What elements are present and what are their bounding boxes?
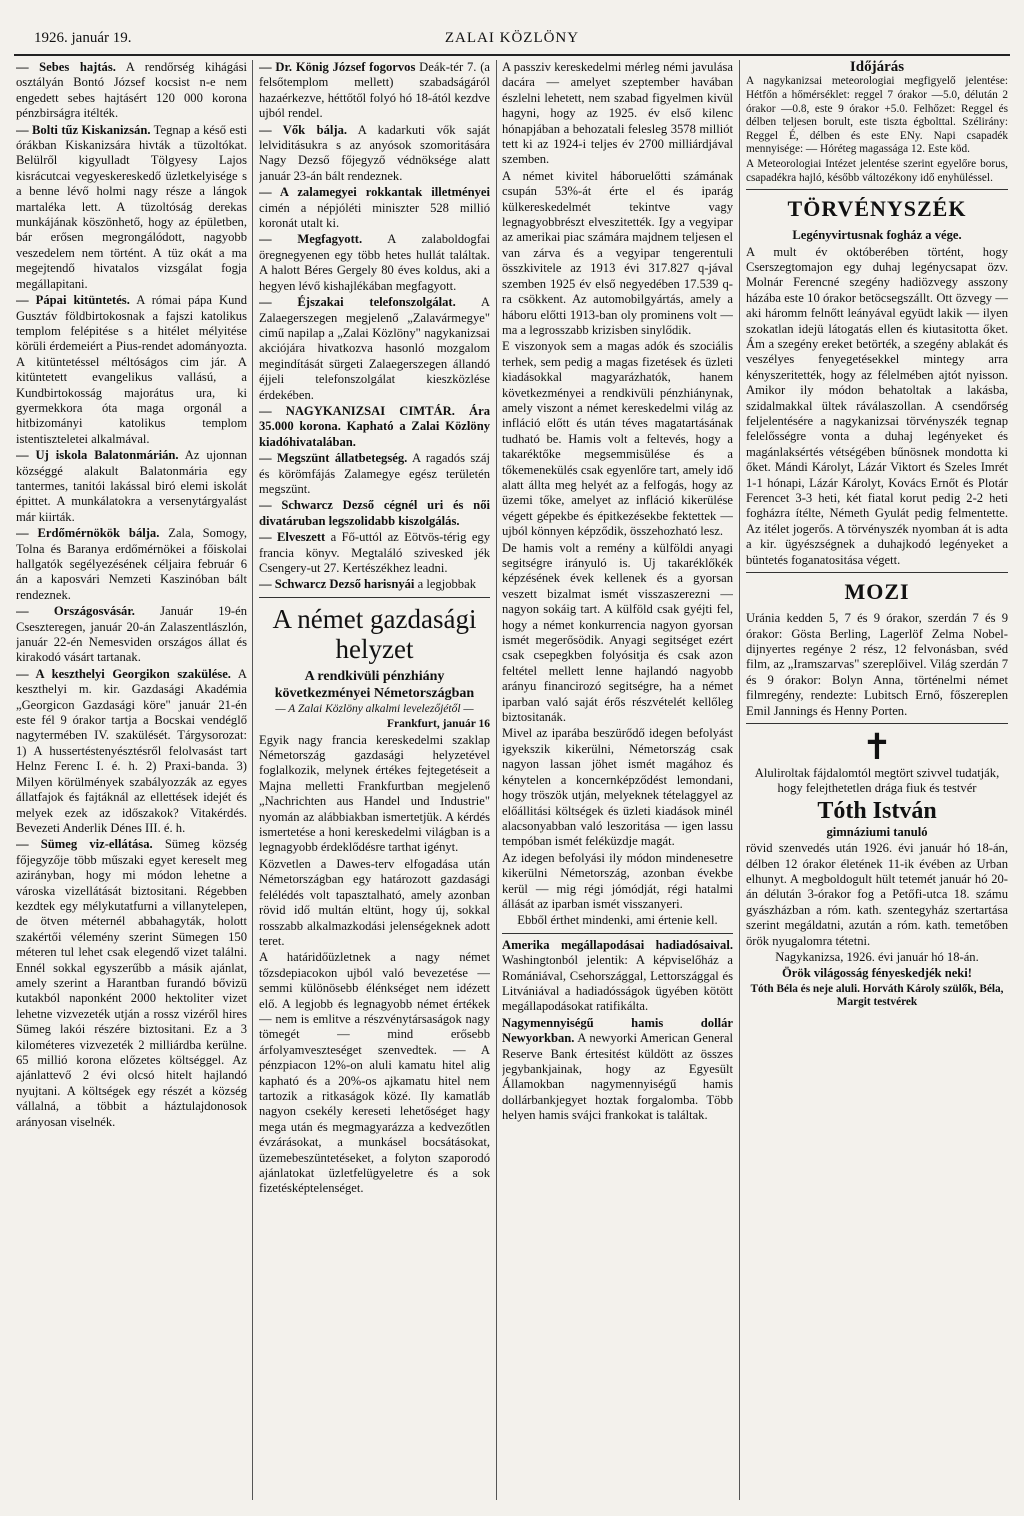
news-headline: — A zalamegyei rokkantak illetményei bbox=[259, 185, 490, 200]
article-paragraph: De hamis volt a remény a külföldi anyagi segitségre irányuló is. Uj takaréklőkék képzésének évek kellenek és a gyorsan veszett bizalmat ismét visszaszerezni — nagyon sokáig tart. A külföld csak gyéjti fel, hogy a német konkurrencia nagyon gyorsan ismét megerősödik. Anyagi segitséget ezért csak csepegkben folyósitja és csak azon feltétel mellett lenne hajlandó nagyobb arányu financirozó segitségre, ha a német iparban való saját érős részvételét kellőleg biztositanák. bbox=[502, 540, 733, 725]
news-item bbox=[16, 60, 247, 122]
separator bbox=[259, 597, 490, 598]
news-headline: — Országosvásár. bbox=[16, 604, 135, 619]
news-headline: — NAGYKANIZSAI CIMTÁR. Ára 35.000 korona. Kapható a Zalai Közlöny kiadóhivatalában. bbox=[259, 403, 490, 449]
page-header bbox=[14, 22, 1010, 54]
news-headline: — Éjszakai telefonszolgálat. bbox=[259, 295, 456, 310]
news-headline: — Megszünt állatbetegség. bbox=[259, 451, 408, 466]
news-item bbox=[259, 60, 490, 122]
news-text: A keszthelyi m. kir. Gazdasági Akadémia „Georgicon Gazdasági köre" január 21-én este fél 9 órakor tartja a Bocskai vendéglő nagytermében IV. szakülését. Tárgysorozat: 1) A hussertéstenyésztésről felolvasást tart Helnz Ferenc I. é. h. 2) Praxi-banda. 3) Milyen körülmények szabályozzák az egyes állatfajok és fajtáknál az ellettések idejét és melyek ezek az időszakok? Vitakérdés. Bevezeti Anderlik Dénes III. é. h. bbox=[16, 666, 247, 835]
weather-report: A nagykanizsai meteorologiai megfigyelő jelentése: Hétfőn a hőmérséklet: reggel 7 órakor —5.0, délután 2 órakor —0.8, este 9 órakor +5.0. Felhőzet: Reggel és délben teljesen borult, este tiszta égbolttal. Szélirány: Reggel É, délben és este ENy. Napi csapadék mennyisége: — Hóréteg magassága 12. Este köd. bbox=[746, 75, 1008, 156]
news-text: Deák-tér 7. (a felsőtemplom mellett) szabadságáról hazaérkezve, héttőtől folyó hó 18-ától kezdve ujból rendel. bbox=[259, 60, 490, 121]
article-title: A német gazdasági helyzet bbox=[272, 603, 477, 664]
court-headline: Legényvirtusnak fogház a vége. bbox=[792, 228, 962, 243]
news-item bbox=[259, 498, 490, 529]
cinema-program: Uránia kedden 5, 7 és 9 órakor, szerdán 7 és 9 órakor: Gösta Berling, Lagerlöf Zelma Nobel-dijnyertes regénye 2 rész, 12 felvonásban, svéd film, az „Iramszarvas" szereplőivel. Világ szerdán 7 és 9 órakor: Bolyn Anna, történelmi német filmregény, rendezte: Lubitsch Ernő, főszereplen Emil Jannings és Henny Porten. bbox=[746, 611, 1008, 718]
article-paragraph: Egyik nagy francia kereskedelmi szaklap Németország gazdasági helyzetével foglalkozik, melynek értékes fejtegetéseit a Majna melletti Frankfurtban megjelenő „Nachrichten aus Handel und Industrie" nyomán az alábbiakban ismertetjük. A kérdés ismertetése a honi kereskedelmi világban is a legnagyobb érdeklődésre tarthat igényt. bbox=[259, 732, 490, 855]
column-4 bbox=[746, 60, 1008, 1504]
news-headline: Nagymennyiségű hamis dollár Newyorkban. bbox=[502, 1015, 733, 1046]
news-item bbox=[259, 404, 490, 450]
separator bbox=[746, 723, 1008, 724]
news-item bbox=[259, 123, 490, 185]
column-divider bbox=[739, 60, 740, 1500]
news-headline: — Bolti tűz Kiskanizsán. bbox=[16, 122, 151, 137]
article-paragraph: Az idegen befolyási ily módon mindenesetre kikerülni Németország, azonban évekbe kerül — mig régi jómódját, régi hatalmi állását az iparban ismét visszanyeri. bbox=[502, 850, 733, 911]
column-2-notices bbox=[259, 60, 490, 593]
news-item bbox=[16, 448, 247, 525]
weather-title: Időjárás bbox=[849, 60, 905, 75]
obituary-closing: Örök világosság fényeskedjék neki! bbox=[782, 966, 972, 981]
news-text: A római pápa Kund Gusztáv földbirtokosnak a fajszi katolikus templom felépitése s a hitélet mélyitése körüli érdemeiért a Pius-rendet adományozta. A kitüntetéssel méltóságos cim jár. A kitüntetett evangelikus vallású, a Kundbirtokosság majorátus ura, ki gyermekkora óta maga orgonál a hitbizományi katolikus templom istentiszteletei alkalmával. bbox=[16, 293, 247, 446]
news-item bbox=[16, 837, 247, 1130]
header-rule bbox=[14, 54, 1010, 56]
news-text: A zalaboldogfai öregnegyenen egy több hetes hullát találtak. A halott Béres Gergely 80 éves koldus, aki a hegyen lévő kishajlékában megfagyott. bbox=[259, 232, 490, 293]
news-headline: — Sebes hajtás. bbox=[16, 60, 116, 74]
article-paragraph: Közvetlen a Dawes-terv elfogadása után Németországban egy határozott gazdasági felélédés volt tapasztalható, amely azonban rövid idő multán eltünt, hogy új, sokkal rosszabb alkalmazkodási jelenségeknek adott teret. bbox=[259, 856, 490, 948]
separator bbox=[502, 933, 733, 934]
column-divider bbox=[252, 60, 253, 1500]
cross-icon: ✝ bbox=[861, 726, 893, 767]
news-text: Zala, Somogy, Tolna és Baranya erdőmérnökei a főiskolai hallgatók segélyezésének céljaira február 6 án a kaposvári Nemzeti Kaszinóban bált rendeznek. bbox=[16, 526, 247, 602]
news-text: A newyorki American General Reserve Bank értesitést küldött az összes jegybankjainak, hogy az Egyesült Államokban nagymennyiségű hamis dollárbankjegyet hoztak forgalomba. Több helyen hamis svájci frankokat is találtak. bbox=[502, 1031, 733, 1123]
news-headline: — Dr. König József fogorvos bbox=[259, 60, 416, 74]
obituary-intro: Aluliroltak fájdalomtól megtört szivvel tudatják, hogy felejthetetlen drága fiuk és testvér bbox=[754, 765, 1000, 796]
news-item bbox=[259, 295, 490, 403]
news-item bbox=[16, 667, 247, 836]
news-text: Sümeg község főjegyzője több műszaki egyet kereselt meg azirányban, hogy mi módon lehetne a városka vizellátását biztositani. Régebben kezdtek egy mélykutatfurni a villanytelepen, de ötven méternél abbahagyták, holott szakértői vélemény szerint Sümegen 150 méteren tul lehet csak elegendő vizet találni. Ennél sokkal egyszerűbb a másik ajánlat, amely szerint a Harantban furandó bővizü kutakból naponként 2000 hektoliter vizet lehetne vizvezeték utján a rossz vizéről hires Sümeg lakói részére biztositani. Ez a 3 kilométeres vizvezeték 2 milliárdba kerülne. 65 millió korona előzetes költséggel. Az ajánlattevő 2 évi olcsó hitelt hajlandó nyujtani. A költségek egy részét a község vállalná, a többit a háztulajdonosok arányosan viselnék. bbox=[16, 837, 247, 1129]
article-dateline: Frankfurt, január 16 bbox=[387, 718, 490, 731]
obituary-place: Nagykanizsa, 1926. évi január hó 18-án. bbox=[775, 950, 979, 964]
column-divider bbox=[496, 60, 497, 1500]
obituary-title: gimnáziumi tanuló bbox=[826, 824, 928, 839]
news-item bbox=[16, 526, 247, 603]
article-paragraph: A határidőüzletnek a nagy német tőzsdepiacokon ujból való bevezetése — semmi különösebb élénkséget nem idézett elő. A legjobb és legnagyobb német értékek — nem is emlitve a részvénytársaságok nagy tömegét — mind erősebb árfolyamveszteséget szenvedtek. — A pénzpiacon 12%-on aluli kamatu hitel alig kapható és a 20%-os ajkamatu hitel nem tartozik a ritkaságok közé. Ily kamatláb nagyon csekély kereseti lehetőséget hagy mega után és megmagyarázza a kedvezőtlen évzárásokat, a munkásel bocsátásokat, üzemebeszüntetéseket, a folyton szaporodó ajánlatokat üzletfelügyeletre és a sok fizetésképtelenséget. bbox=[259, 950, 490, 1196]
article-closing: Ebből érthet mindenki, ami értenie kell. bbox=[517, 913, 718, 928]
news-text: A kadarkuti vők saját lelviditásukra s az anyósok szomoritására Nagy Dezső főjegyző védnöksége alatt január 23-án bált rendeznek. bbox=[259, 122, 490, 183]
news-text: a Fő-uttól az Eötvös-térig egy francia könyv. Megtaláló szivesked jék Csengery-ut 27. Kertészékhez leadni. bbox=[259, 530, 490, 575]
news-item bbox=[16, 293, 247, 447]
news-text: A ragadós száj és körömfájás Zalamegye egész területén megszünt. bbox=[259, 451, 490, 496]
news-text: A Zalaegerszegen megjelenő „Zalavármegye" cimű napilap a „Zalai Közlöny" nagykanizsai akciójára hivatkozva hasonló mozgalom megindítását sürgeti Zalaegerszegen állandó éjjeli telefonszolgálat kieszközlése érdekében. bbox=[259, 295, 490, 402]
column-3 bbox=[502, 60, 733, 1504]
news-text: cimén a népjóléti miniszter 528 millió koronát utalt ki. bbox=[259, 200, 490, 231]
obituary-text: rövid szenvedés után 1926. évi január hó 18-án, délben 12 órakor életének 11-ik évében az Urban elhunyt. A megboldogult hült tetemét január hó 20-án délután 3-órakor fog a Petőfi-utca 18. számu gyászházban a róm. kath. szentegyház szertartása szerint megáldatni, azután a róm. kath. temetőben örök nyugalomra tétetni. bbox=[746, 841, 1008, 948]
news-text: Washingtonból jelentik: A képviselőház a Romániával, Csehországgal, Lettországgal és Litvániával a hadiadósságok ügyében kötött megállapodásokat ratifikálta. bbox=[502, 953, 733, 1014]
separator bbox=[746, 189, 1008, 190]
news-headline: — Schwarcz Dezső cégnél uri és női divatáruban legszolidabb kiszolgálás. bbox=[259, 498, 490, 528]
court-section-title: TÖRVÉNYSZÉK bbox=[787, 196, 967, 222]
news-text: Tegnap a késő esti órákban Kiskanizsára hivták a tüzoltókat. Belülről kigyulladt Tölgyesy Lajos kisrácutcai vegyeskereskedő üzletkelyisége s a benne lévő holmi nagy része a lángok martaléka lett. A tüzoltóság derekas munkájának köszönhető, hogy az épületben, bár erősen megrongálódott, nagyobb veszedelem nem történt. A tüz okát a ma megejtendő hivatalos vizsgálat fogja megállapitani. bbox=[16, 122, 247, 291]
news-item bbox=[16, 604, 247, 666]
news-text: a legjobbak bbox=[414, 577, 476, 592]
news-item bbox=[259, 451, 490, 497]
news-headline: — Vők bálja. bbox=[259, 122, 348, 137]
news-headline: — Pápai kitüntetés. bbox=[16, 293, 130, 308]
column-1 bbox=[16, 60, 247, 1504]
news-headline: — Elveszett bbox=[259, 530, 326, 545]
news-headline: — Megfagyott. bbox=[259, 232, 363, 247]
article-paragraph: A német kivitel háboruelőtti számának csupán 53%-át érte el és iparág külkereskedelmét tekintve vagy legnagyobbrészt elveszitették. Igy a vegyipar az amerikai piac számára majdnem teljesen el van zárva és a vegyipar tengerentuli összkivitele az 1913 évi 317.827 q-jával szemben 1925 év első negyedében 17.539 q-ra csökkent. Az automobilgyártás, amely a háboru előtti 1913-ban oly prominens volt — ma a legrosszabb krizisben sinylődik. bbox=[502, 168, 733, 337]
news-headline: Amerika megállapodásai hadiadósaival. bbox=[502, 937, 733, 952]
article-paragraph: Mivel az iparába beszürődő idegen befolyást igyekszik kikerülni, Németország csak nagyon lassan jöhet ismét magához és kénytelen a koncernképződést lemondani, hogy tröszök utján, melyeknek tételaggyel az előállitási költségek és üzleti kiadások minél alacsonyabban való leszoritása — igen lassu tempóban ismét feléküzdje magát. bbox=[502, 726, 733, 849]
news-text: A rendőrség kihágási osztályán Bontó József kocsist n-e nem engedett sebes hajtásért 120 000 korona pénzbirságra itélték. bbox=[16, 60, 247, 121]
news-text: Január 19-én Cseszteregen, január 20-án Zalaszentlászlón, január 22-én Nemesviden országos állat és kirakodó vásárt tartanak. bbox=[16, 604, 247, 665]
news-headline: — Erdőmérnökök bálja. bbox=[16, 526, 160, 541]
news-headline: — Schwarcz Dezső harisnyái bbox=[259, 577, 415, 592]
issue-date: 1926. január 19. bbox=[34, 30, 132, 46]
court-report: A mult év októberében történt, hogy Cserszegtomajon egy duhaj legénycsapat özv. Molnár Ferencné szegény hadiözvegy asszony házába este 10 órakor betöcsegszállt. Ott özvegy — aki háromm felnőtt leányával együdt lakik — ilyen szokatlan idejü látogatás ellen és kiutasitotta őket. Ám a szegény ereket betörték, a szegény ablakát és veszélyes fenyegetésekkel mintegy arra kényszeritették, hogy az félelmében ajtót nyisson. Amikor ily módon behatoltak a lakásba, szidalmakkal ültek ráválaszollan. A csendőrség feljelentésére a nagykanizsai törvényszék tegnap felelősségre vonta a duhaj legényeket és magánlaksértés vétségében bűnösnek mondotta ki őket. Mándi Károlyt, Lázár Viktort és Szeles Imrét 1-1 hónapi, Lázár Károlyt, Kovács Ernőt és Plotár Ferencet 3-3 heti, két fiatal korut pedig 2-2 heti fogházra ítélte, Németh Gyulát pedig felmentette. Az itélet jogerős. A törvényszék nyomban át is adta a kir. ügyészségnek a duhajkodó legényeket a büntetés foganatositása végett. bbox=[746, 244, 1008, 567]
column-2 bbox=[259, 60, 490, 1504]
article-paragraph: A passziv kereskedelmi mérleg némi javulása dacára — amelyet szeptember havában észlelni lehetett, nem szabad figyelmen kivül hagyni, hogy az 1925. év első kilenc hónapjában a behozatali felesleg 3578 milliót tett ki az 1924-i teljes év 2700 milliárdjával szemben. bbox=[502, 60, 733, 167]
article-paragraph: E viszonyok sem a magas adók és szociális terhek, sem pedig a magas fizetések és üzleti kiadásokkal magyarázhatók, hanem következményei a rendkivüli pénzhiánynak, amely viszont a német kereskedelmi világ az infláció előtt és után téves magatartásának tudható be. Hamis volt a feltevés, hogy a takaréktőke megsemmisülése és a tőkemenekülés csak egyenlőre tart, amely idő alatt állta meg helyét az a felfogás, hogy az üzemi tőke, amelyet az infláció kikerülése végett gépekbe és épitkezésekbe fektettek — ujból könnyen képződik, összehozható lesz. bbox=[502, 339, 733, 539]
obituary-signature: Tóth Béla és neje aluli. Horváth Károly szülők, Béla, Margit testvérek bbox=[750, 982, 1004, 1009]
news-headline: — Uj iskola Balatonmárián. bbox=[16, 448, 179, 463]
cinema-section-title: MOZI bbox=[844, 579, 910, 605]
article-byline: — A Zalai Közlöny alkalmi levelezőjétől — bbox=[275, 702, 474, 715]
newspaper-title: ZALAI KÖZLÖNY bbox=[444, 30, 580, 46]
news-headline: — Sümeg viz-ellátása. bbox=[16, 837, 153, 852]
article-subtitle: A rendkivüli pénzhiány következményei Németországban bbox=[274, 668, 475, 701]
obituary-name: Tóth István bbox=[817, 797, 937, 824]
news-item bbox=[16, 123, 247, 292]
weather-forecast: A Meteorologiai Intézet jelentése szerint egyelőre borus, csapadékra hajló, később változékony idő enyhüléssel. bbox=[746, 157, 1008, 184]
news-item bbox=[259, 232, 490, 294]
separator bbox=[746, 572, 1008, 573]
news-headline: — A keszthelyi Georgikon szakülése. bbox=[16, 666, 231, 681]
news-item bbox=[259, 577, 490, 592]
news-item bbox=[259, 530, 490, 576]
news-item bbox=[259, 185, 490, 231]
news-text: Az ujonnan községgé alakult Balatonmária egy tantermes, tanitói lakással biró elemi iskolát épittet. A munkálatokra a versenytárgyalást már kiirták. bbox=[16, 448, 247, 524]
